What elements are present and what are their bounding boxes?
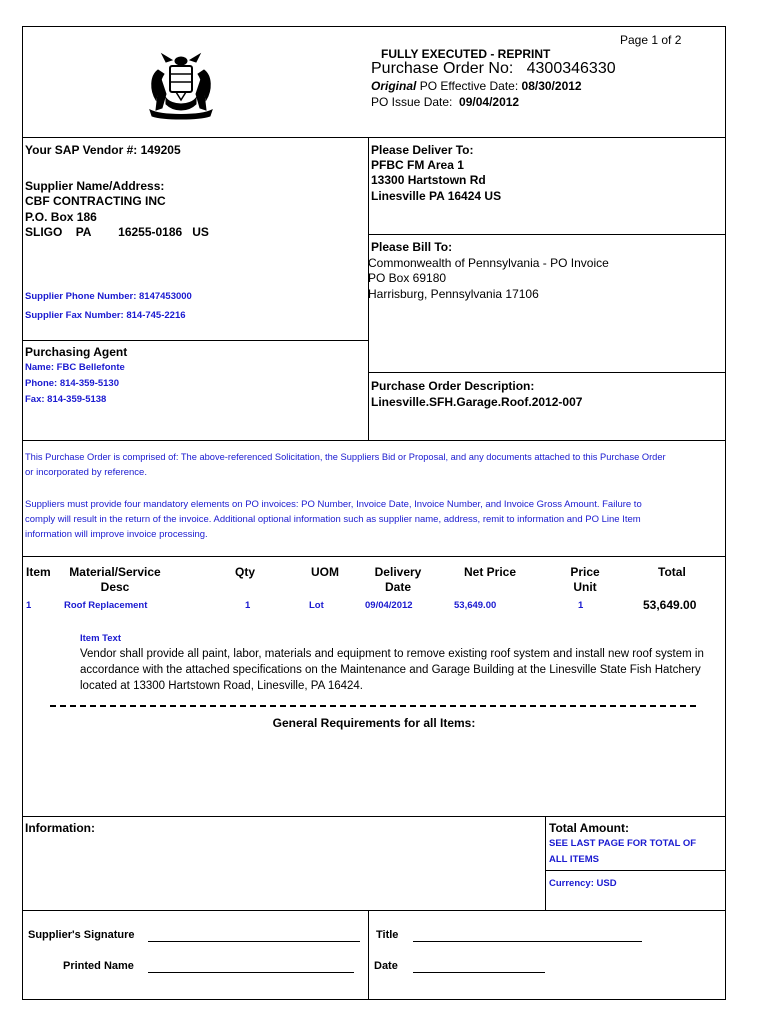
- po-number: 4300346330: [526, 60, 616, 77]
- sap-vendor-label: Your SAP Vendor #:: [25, 143, 138, 157]
- page-number: Page 1 of 2: [620, 33, 682, 47]
- supplier-state: PA: [75, 225, 92, 239]
- bill-line-2: PO Box 69180: [368, 271, 447, 285]
- rule-agent: [22, 340, 368, 341]
- bill-line-1: Commonwealth of Pennsylvania - PO Invoice: [368, 256, 609, 270]
- total-note-line1: SEE LAST PAGE FOR TOTAL OF: [549, 838, 697, 849]
- row-net-price: 53,649.00: [454, 600, 497, 611]
- item-text-line2: accordance with the attached specifications on the Maintenance and Garage Building at the Linesville State Fish Hatchery: [80, 664, 701, 676]
- col-item: Item: [26, 565, 51, 579]
- title-label: Title: [376, 929, 399, 941]
- deliver-to-label: Please Deliver To:: [371, 143, 474, 157]
- col-qty: Qty: [235, 565, 256, 579]
- supplier-phone: Supplier Phone Number: 8147453000: [25, 291, 192, 302]
- bill-line-3: Harrisburg, Pennsylvania 17106: [368, 287, 539, 301]
- notice-p2-line3: information will improve invoice processing.: [25, 529, 208, 540]
- rule-bill: [368, 234, 726, 235]
- issue-date-line: [371, 95, 519, 109]
- col-price-unit-line1: Price: [570, 565, 600, 579]
- total-amount-label: Total Amount:: [549, 821, 629, 835]
- deliver-line-2: 13300 Hartstown Rd: [371, 173, 486, 187]
- agent-fax: Fax: 814-359-5138: [25, 394, 107, 405]
- rule-total: [545, 816, 546, 910]
- effective-date: 08/30/2012: [521, 79, 582, 93]
- effective-date-line: [371, 79, 582, 93]
- row-total: 53,649.00: [643, 598, 697, 612]
- supplier-signature-line[interactable]: [148, 941, 360, 942]
- purchasing-agent-label: Purchasing Agent: [25, 345, 128, 359]
- col-delivery-line2: Date: [384, 580, 411, 594]
- title-line[interactable]: [413, 941, 642, 942]
- rule-description: [368, 372, 726, 373]
- supplier-name-label: Supplier Name/Address:: [25, 179, 165, 193]
- commonwealth-seal-icon: [142, 50, 220, 122]
- bill-to-label: Please Bill To:: [371, 240, 453, 254]
- supplier-zip: 16255-0186: [118, 225, 183, 239]
- row-delivery: 09/04/2012: [365, 600, 413, 611]
- item-text-line3: located at 13300 Hartstown Road, Linesville, PA 16424.: [80, 680, 363, 692]
- supplier-country: US: [192, 225, 209, 239]
- total-note-line2: ALL ITEMS: [549, 854, 599, 865]
- deliver-line-3: Linesville PA 16424 US: [371, 189, 502, 203]
- col-net-price: Net Price: [464, 565, 517, 579]
- col-uom: UOM: [311, 565, 339, 579]
- po-description: Linesville.SFH.Garage.Roof.2012-007: [371, 395, 583, 409]
- item-text-label: Item Text: [80, 633, 122, 644]
- col-price-unit: [555, 565, 615, 595]
- rule-signature: [22, 910, 726, 911]
- col-delivery: [360, 565, 436, 595]
- dashed-separator: [50, 705, 696, 707]
- date-label: Date: [374, 960, 398, 972]
- supplier-city: SLIGO: [25, 225, 63, 239]
- notice-p1-line2: or incorporated by reference.: [25, 467, 147, 478]
- col-desc: [60, 565, 170, 595]
- col-desc-line1: Material/Service: [69, 565, 161, 579]
- notice-p2-line2: comply will result in the return of the invoice. Additional optional information such as supplier name, address, remit to information and PO Line Item: [25, 514, 641, 525]
- date-line[interactable]: [413, 972, 545, 973]
- row-uom: Lot: [309, 600, 324, 611]
- po-number-label: Purchase Order No:: [371, 60, 514, 77]
- supplier-signature-label: Supplier's Signature: [28, 929, 135, 941]
- printed-name-line[interactable]: [148, 972, 354, 973]
- supplier-city-line: [25, 225, 209, 239]
- supplier-address: P.O. Box 186: [25, 210, 97, 224]
- rule-currency: [545, 870, 726, 871]
- row-item: 1: [26, 600, 32, 611]
- po-description-label: Purchase Order Description:: [371, 379, 535, 393]
- notice-p1-line1: This Purchase Order is comprised of: The above-referenced Solicitation, the Suppliers Bid or Proposal, and any documents attached to this Purchase Order: [25, 452, 666, 462]
- printed-name-label: Printed Name: [63, 960, 134, 972]
- original-label: Original: [371, 79, 417, 93]
- po-number-line: [371, 60, 616, 78]
- currency: Currency: USD: [549, 878, 617, 889]
- sap-vendor-line: [25, 143, 181, 157]
- rule-info: [22, 816, 726, 817]
- col-total: Total: [658, 565, 686, 579]
- rule-notice: [22, 440, 726, 441]
- issue-date-label: PO Issue Date:: [371, 95, 453, 109]
- col-price-unit-line2: Unit: [573, 580, 597, 594]
- row-price-unit: 1: [578, 600, 584, 611]
- deliver-line-1: PFBC FM Area 1: [371, 158, 464, 172]
- rule-table: [22, 556, 726, 557]
- rule-header: [22, 137, 726, 138]
- agent-phone: Phone: 814-359-5130: [25, 378, 119, 389]
- notice-p2-line1: Suppliers must provide four mandatory elements on PO invoices: PO Number, Invoice Date, Invoice Number, and Invoice Gross Amount. Failure to: [25, 499, 642, 510]
- general-requirements: General Requirements for all Items:: [272, 716, 476, 730]
- item-text-line1: Vendor shall provide all paint, labor, materials and equipment to remove existing roof system and install new roof system in: [80, 648, 704, 660]
- supplier-fax: Supplier Fax Number: 814-745-2216: [25, 310, 186, 321]
- col-desc-line2: Desc: [100, 580, 130, 594]
- information-label: Information:: [25, 821, 95, 835]
- issue-date: 09/04/2012: [459, 95, 520, 109]
- supplier-name: CBF CONTRACTING INC: [25, 194, 166, 208]
- agent-name: Name: FBC Bellefonte: [25, 362, 125, 373]
- effective-date-label: PO Effective Date:: [419, 79, 519, 93]
- col-delivery-line1: Delivery: [374, 565, 422, 579]
- rule-mid-bottom: [368, 910, 369, 1000]
- row-desc: Roof Replacement: [64, 600, 148, 611]
- po-status: FULLY EXECUTED - REPRINT: [381, 47, 551, 61]
- row-qty: 1: [245, 600, 251, 611]
- sap-vendor-number: 149205: [140, 143, 181, 157]
